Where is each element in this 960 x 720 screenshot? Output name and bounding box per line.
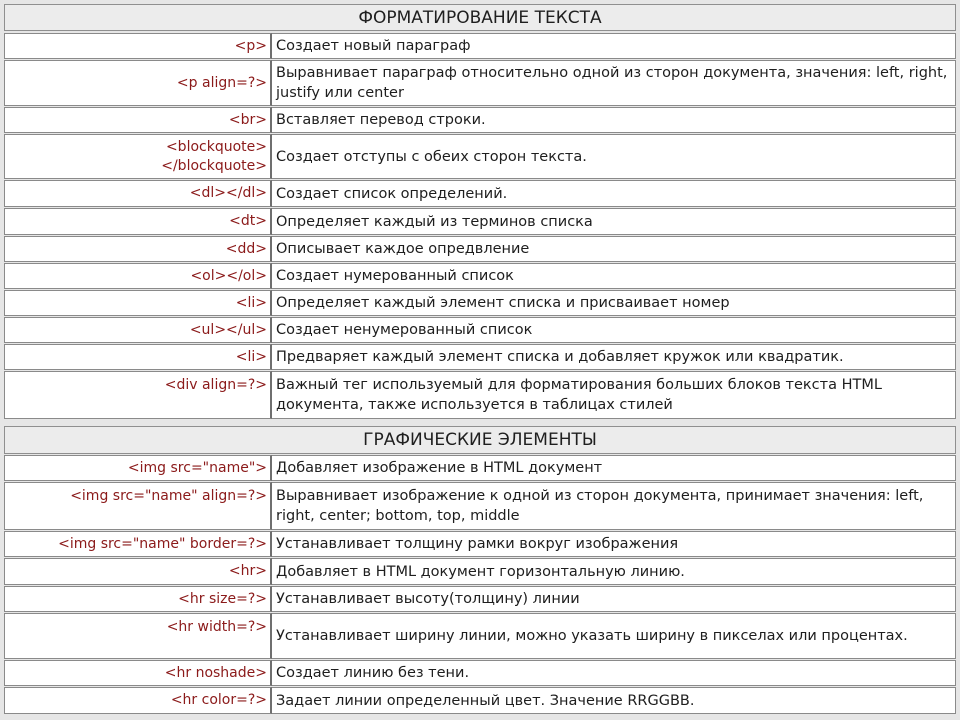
table-row xyxy=(4,208,956,235)
description-cell xyxy=(272,687,956,714)
description-text: Создает нумерованный список xyxy=(276,268,514,284)
description-cell xyxy=(272,586,956,612)
table-row xyxy=(4,33,956,59)
tag-cell: <li> xyxy=(4,344,272,370)
tag-cell: <dd> xyxy=(4,236,272,262)
section-title: ГРАФИЧЕСКИЕ ЭЛЕМЕНТЫ xyxy=(363,430,597,450)
description-cell xyxy=(272,613,956,659)
description-cell xyxy=(272,531,956,557)
table-row xyxy=(4,455,956,481)
table-row xyxy=(4,317,956,343)
table-row xyxy=(4,236,956,262)
description-text: Определяет каждый из терминов списка xyxy=(276,213,593,230)
description-cell xyxy=(272,558,956,585)
description-text: Добавляет в HTML документ горизонтальную линию. xyxy=(276,563,685,580)
description-text: Создает новый параграф xyxy=(276,38,471,54)
table-row xyxy=(4,660,956,686)
description-text: Вставляет перевод строки. xyxy=(276,112,486,128)
tag-cell: <dt> xyxy=(4,208,272,235)
description-text: Создает ненумерованный список xyxy=(276,322,533,338)
description-cell xyxy=(272,482,956,530)
description-cell xyxy=(272,60,956,106)
tag-cell: <p align=?> xyxy=(4,60,272,106)
description-cell xyxy=(272,455,956,481)
tag-cell: <dl></dl> xyxy=(4,180,272,207)
description-text: Устанавливает высоту(толщину) линии xyxy=(276,591,580,607)
table-row xyxy=(4,558,956,585)
description-text: Определяет каждый элемент списка и присваивает номер xyxy=(276,295,730,311)
description-cell xyxy=(272,208,956,235)
description-cell xyxy=(272,660,956,686)
tag-cell: <img src="name" border=?> xyxy=(4,531,272,557)
description-cell xyxy=(272,33,956,59)
description-text: Устанавливает ширину линии, можно указать ширину в пикселах или процентах. xyxy=(276,628,908,644)
table-row xyxy=(4,107,956,133)
description-text: Выравнивает параграф относительно одной из сторон документа, значения: left, right, justify или center xyxy=(276,65,948,101)
description-text: Важный тег используемый для форматирования больших блоков текста HTML документа, также используется в таблицах стилей xyxy=(276,377,882,413)
description-text: Создает линию без тени. xyxy=(276,665,470,681)
description-text: Выравнивает изображение к одной из сторон документа, принимает значения: left, right, center; bottom, top, middle xyxy=(276,488,924,524)
description-cell xyxy=(272,344,956,370)
description-cell xyxy=(272,236,956,262)
description-cell xyxy=(272,180,956,207)
description-cell xyxy=(272,107,956,133)
description-cell xyxy=(272,263,956,289)
description-text: Описывает каждое опредвление xyxy=(276,241,530,257)
table-row xyxy=(4,344,956,370)
description-text: Задает линии определенный цвет. Значение RRGGBB. xyxy=(276,692,695,709)
tag-cell: <hr> xyxy=(4,558,272,585)
description-text: Добавляет изображение в HTML документ xyxy=(276,460,603,476)
tag-cell: <hr color=?> xyxy=(4,687,272,714)
table-row xyxy=(4,371,956,419)
table-row xyxy=(4,482,956,530)
table-row xyxy=(4,586,956,612)
description-text: Устанавливает толщину рамки вокруг изображения xyxy=(276,536,679,552)
description-text: Предваряет каждый элемент списка и добавляет кружок или квадратик. xyxy=(276,349,844,365)
tag-cell: <hr size=?> xyxy=(4,586,272,612)
table-row xyxy=(4,263,956,289)
table-row xyxy=(4,60,956,106)
section-header-graphic-elements xyxy=(4,426,956,454)
table-row xyxy=(4,180,956,207)
tag-cell: <hr noshade> xyxy=(4,660,272,686)
tag-cell: <br> xyxy=(4,107,272,133)
description-cell xyxy=(272,290,956,316)
description-cell xyxy=(272,371,956,419)
tag-cell: <img src="name"> xyxy=(4,455,272,481)
description-text: Создает отступы с обеих сторон текста. xyxy=(276,148,587,165)
section-title: ФОРМАТИРОВАНИЕ ТЕКСТА xyxy=(358,7,602,28)
section-header-text-formatting xyxy=(4,4,956,31)
description-cell xyxy=(272,317,956,343)
tag-cell: <div align=?> xyxy=(4,371,272,419)
table-row xyxy=(4,290,956,316)
table-row xyxy=(4,613,956,659)
table-row xyxy=(4,687,956,714)
description-cell xyxy=(272,134,956,179)
table-row xyxy=(4,134,956,179)
tag-cell: <img src="name" align=?> xyxy=(4,482,272,530)
description-text: Создает список определений. xyxy=(276,185,508,202)
table-row xyxy=(4,531,956,557)
tag-cell: <hr width=?> xyxy=(4,613,272,659)
tag-cell: <blockquote> </blockquote> xyxy=(4,134,272,179)
tag-cell: <ul></ul> xyxy=(4,317,272,343)
tag-cell: <li> xyxy=(4,290,272,316)
tag-cell: <p> xyxy=(4,33,272,59)
tag-cell: <ol></ol> xyxy=(4,263,272,289)
